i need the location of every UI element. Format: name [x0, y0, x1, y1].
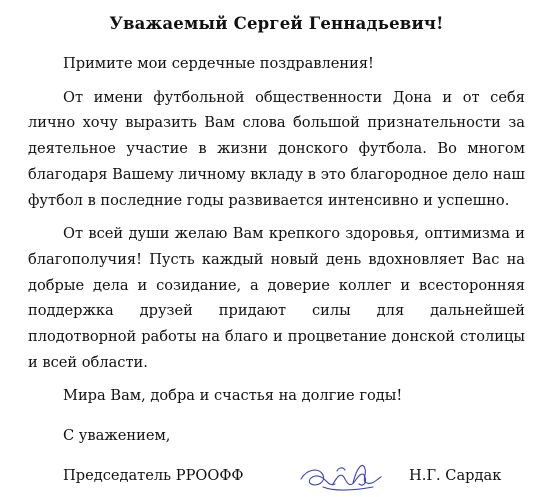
signature-block: [28, 463, 525, 495]
letter-title: Уважаемый Сергей Геннадьевич!: [109, 14, 444, 33]
letter-paragraph-gratitude: От имени футбольной общественности Дона и от себя лично хочу выразить Вам слова большой признательности за деятельное участие в жизни донского футбола. Во многом благодаря Вашему личному вкладу в это благородное дело наш футбол в последние годы развивается интенсивно и успешно.: [28, 88, 525, 209]
letter: [28, 14, 525, 495]
letter-closing: С уважением,: [63, 427, 171, 445]
handwritten-signature: [293, 457, 388, 497]
signatory-name: Н.Г. Сардак: [409, 466, 502, 484]
letter-paragraph-greeting: Примите мои сердечные поздравления!: [63, 55, 374, 72]
letter-paragraph-final-wish: Мира Вам, добра и счастья на долгие годы!: [63, 387, 403, 405]
letter-paragraph-wishes: От всей души желаю Вам крепкого здоровья, оптимизма и благополучия! Пусть каждый новый день вдохновляет Вас на добрые дела и созидание, а доверие коллег и всесторонняя поддержка друзей придают силы для дальнейшей плодотворной работы на благо и процветание донской столицы и всей области.: [28, 225, 525, 371]
signatory-role: Председатель РРООФФ: [63, 466, 244, 484]
